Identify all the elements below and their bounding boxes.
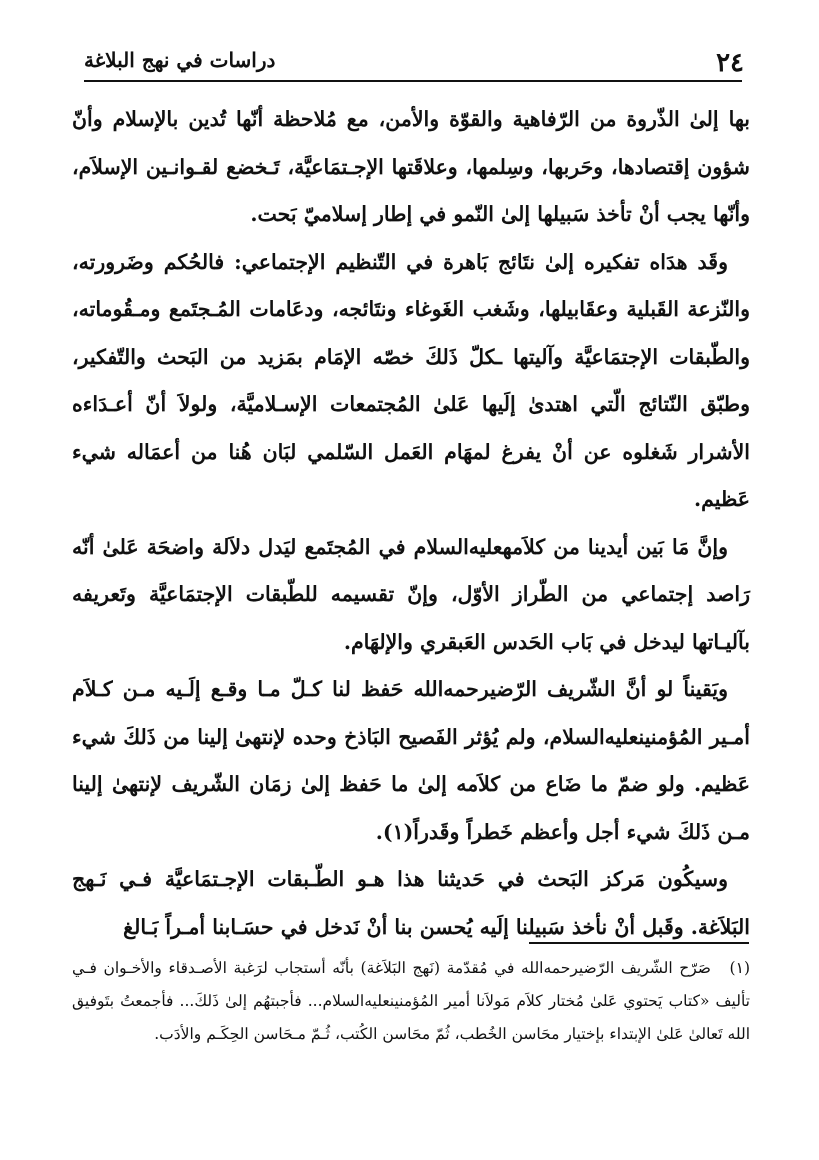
page-header [84,40,744,80]
paragraph: ويَقيناً لو أنَّ الشّريف الرّضيرحمه‌الله حَفظ لنا كـلّ مـا وقـع إلَـيه مـن كـلاَم أمـير المُؤمنينعليه‌السلام، ولم يُؤثر الفَصيح البَاذخ وحده لإنتهىٰ إلينا من ذَلكَ شيء عَظيم. ولو ضمّ ما ضَاع من كلاَمه إلىٰ ما حَفظ إلىٰ زمَان الشّريف لإنتهىٰ إلينا مـن ذَلكَ شيء أجل وأعظم خَطراً وقَدراً(١). [72,677,750,844]
footnote [72,952,750,1051]
header-divider [84,80,742,82]
footnote-text: صَرّح الشّريف الرّضيرحمه‌الله في مُقدّمة (نَهج البَلاَغة) بأنّه أستجاب لرَغبة الأصـدقاء والأخـوان فـي تأليف «كتاب يَحتوي عَلىٰ مُختار كلاَم مَولاَنا أمير المُؤمنينعليه‌السلام... فأجبتهُم إلىٰ ذَلكَ... فأجمعتُ بتَوفيق الله تَعالىٰ عَلىٰ الإبتداء بإختيار محَاسن الخُطب، ثُمّ محَاسن الكُتب، ثُـمّ مـحَاسن الحِكَـم والأدَب. [72,959,750,1043]
running-title: دراسات في نهج البلاغة [84,48,276,72]
paragraph: بها إلىٰ الذّروة من الرّفاهية والقوّة والأمن، مع مُلاحظة أنّها تُدين بالإسلام وأنّ شؤون إقتصادها، وحَربها، وسِلمها، وعلاقَتها الإجـتمَاعيَّة، تَـخضع لقـوانـين الإسلاَم، وأنّها يجب أنْ تأخذ سَبيلها إلىٰ النّمو في إطار إسلاميّ بَحت. [72,107,750,226]
main-text [72,96,750,951]
footnote-divider [529,942,749,944]
paragraph: وسيكُون مَركز البَحث في حَديثنا هذا هـو الطّـبقات الإجـتمَاعيَّة فـي نَـهج البَلاَغة. وقَبل أنْ نأخذ سَبيلنا إلَيه يُحسن بنا أنْ نَدخل في حسَـابنا أمـراً بَـالغ [72,867,750,939]
page-number: ٢٤ [716,48,744,78]
paragraph: وإنَّ مَا بَين أيدينا من كلاَمهعليه‌السلام في المُجتَمع ليَدل دلاَلة واضحَة عَلىٰ أنّه رَاصد إجتماعي من الطّراز الأوّل، وإنّ تقسيمه للطّبقات الإجتمَاعيَّة وتَعريفه بآليـاتها ليدخل في بَاب الحَدس العَبقري والإلهَام. [72,534,750,654]
footnote-marker: (١) [729,959,750,977]
paragraph: وقَد هدَاه تفكيره إلىٰ نتَائج بَاهرة في التّنظيم الإجتماعي: فالحُكم وضَرورته، والنّزعة القَبلية وعقَابيلها، وشَغب الغَوغاء ونتَائجه، ودعَامات المُـجتَمع ومـقُوماته، والطّبقات الإجتمَاعيَّة وآليتها ـكلّ ذَلكَ خصّه الإمَام بمَزيد من البَحث والتّفكير، وطبّق النّتائج الّتي اهتدىٰ إلَيها عَلىٰ المُجتمعات الإسـلاميَّة، ولولاَ أنّ أعـدَاءه الأشرار شَغلوه عن أنْ يفرغ لمهَام العَمل السّلمي لبَان هُنا من أعمَاله شيء عَظيم. [72,249,750,511]
